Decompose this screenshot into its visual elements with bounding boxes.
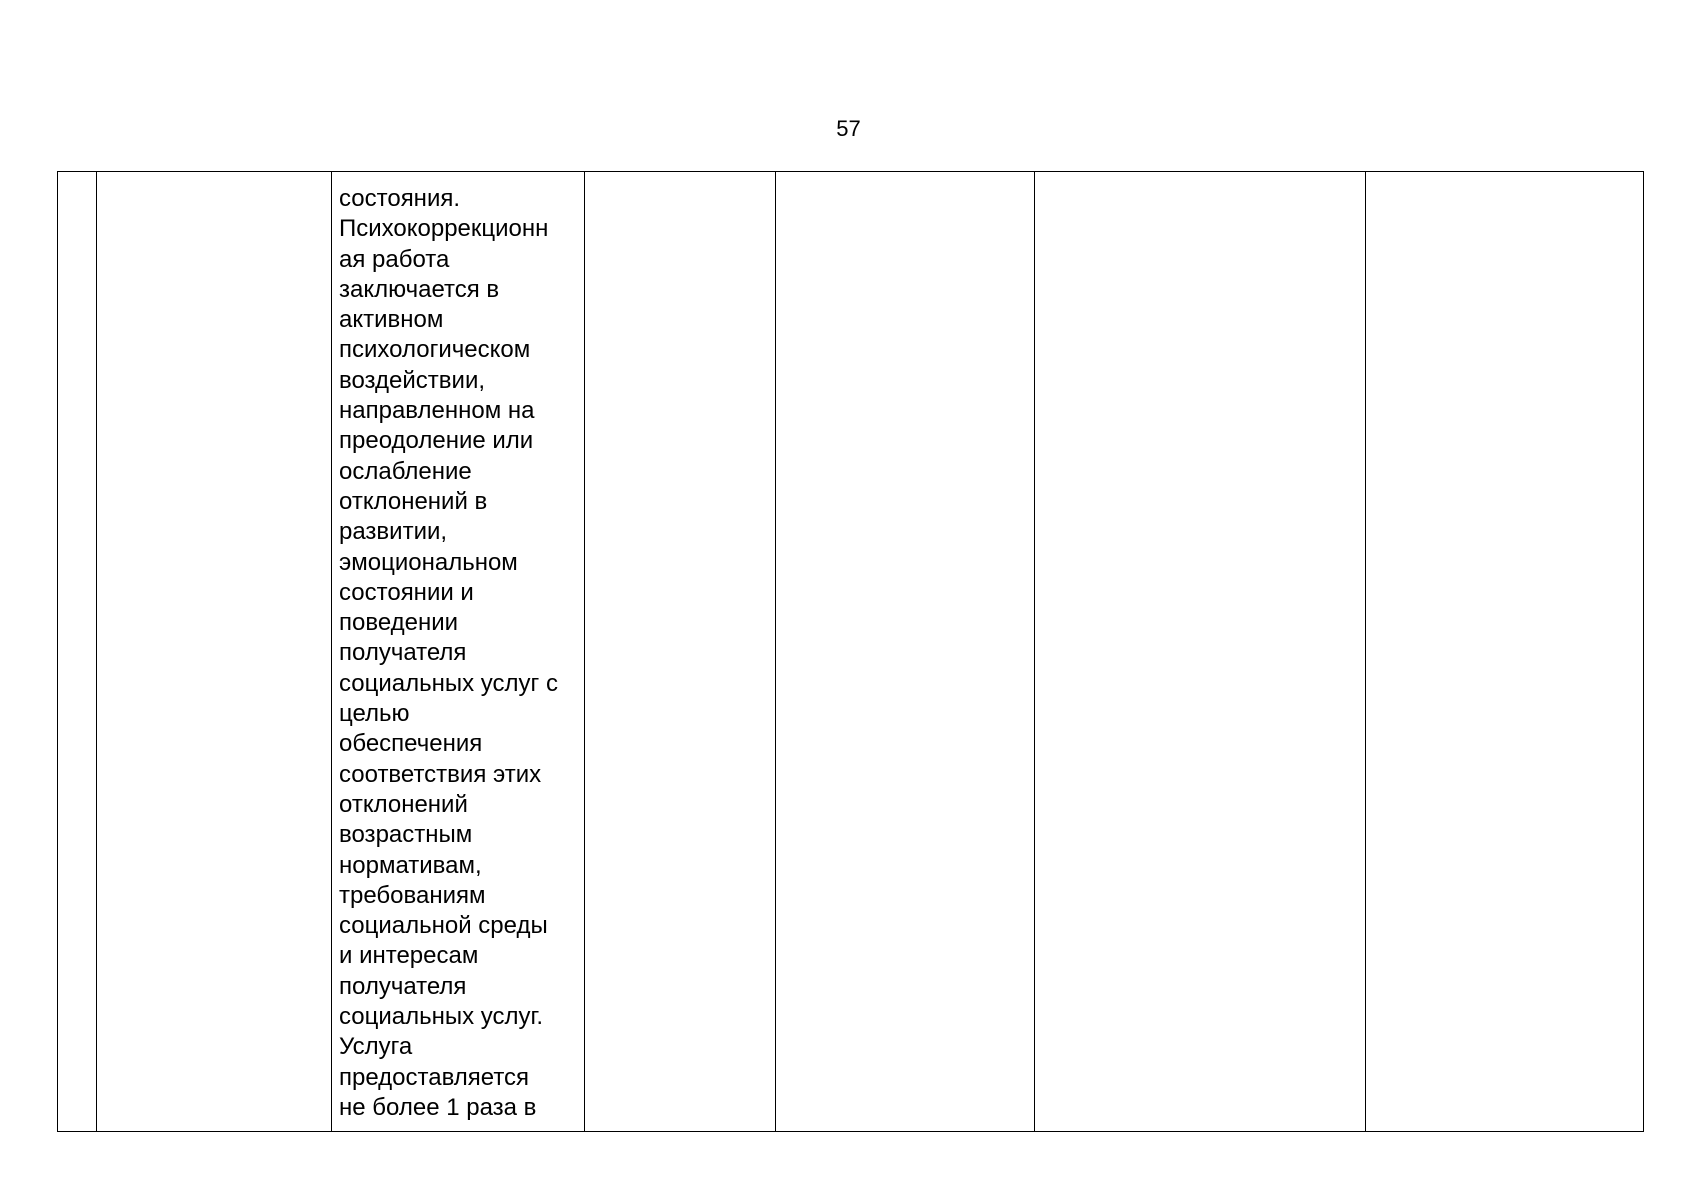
table-cell-description [332, 172, 585, 1132]
description-text: состояния. Психокоррекционн ая работа заключается в активном психологическом воздействии, направленном на преодоление или ослабление отклонений в развитии, эмоциональном состоянии и поведении получателя социальных услуг с целью обеспечения соответствия этих отклонений возрастным нормативам, требованиям социальной среды и интересам получателя социальных услуг. Услуга предоставляется не более 1 раза в [339, 185, 558, 1121]
document-table [57, 171, 1644, 1132]
table-row [58, 172, 1644, 1132]
table-cell-6 [1035, 172, 1366, 1132]
table-cell-5 [776, 172, 1035, 1132]
page-number: 57 [836, 116, 861, 141]
table-cell-7 [1366, 172, 1644, 1132]
table-cell-4 [585, 172, 776, 1132]
table-cell-number [58, 172, 97, 1132]
table-cell-service-name [97, 172, 332, 1132]
